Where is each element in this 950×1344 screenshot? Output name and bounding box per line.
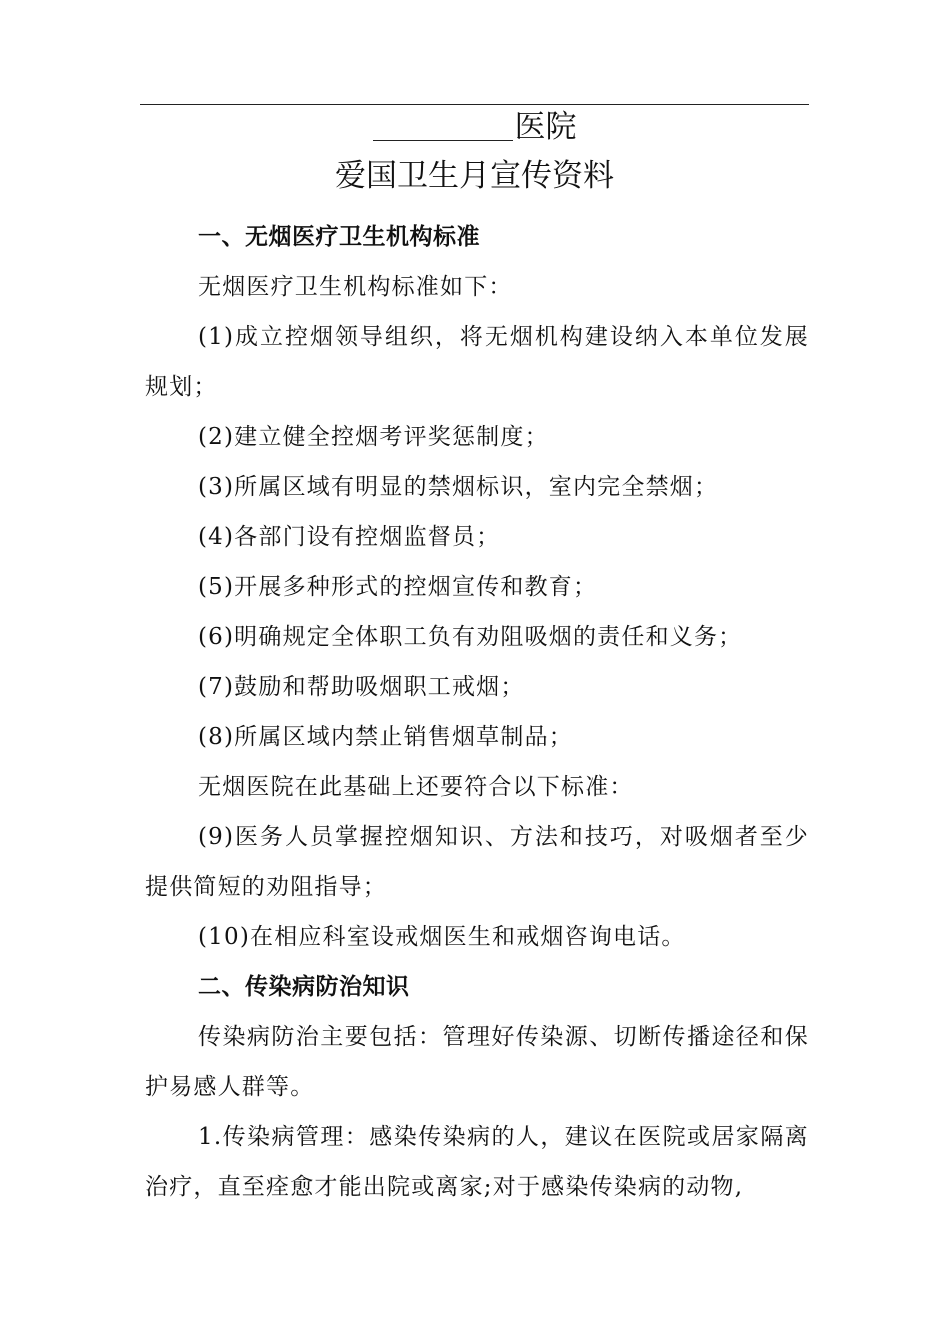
- list-item-standard-2: (2)建立健全控烟考评奖惩制度；: [198, 424, 549, 450]
- list-item-standard-10: (10)在相应科室设戒烟医生和戒烟咨询电话。: [198, 924, 686, 950]
- paragraph: 1.传染病管理：感染传染病的人，建议在医院或居家隔离治疗，直至痊愈才能出院或离家;对于感染传染病的动物,: [145, 1124, 809, 1200]
- list-item-standard-1: (1)成立控烟领导组织，将无烟机构建设纳入本单位发展规划；: [145, 324, 809, 400]
- list-item-standard-7: (7)鼓励和帮助吸烟职工戒烟；: [198, 674, 525, 700]
- header-rule: [140, 104, 809, 105]
- document-subtitle: 爱国卫生月宣传资料: [335, 158, 614, 194]
- document-body: [145, 212, 809, 1212]
- list-item-standard-6: (6)明确规定全体职工负有劝阻吸烟的责任和义务；: [198, 624, 743, 650]
- title-suffix: 医院: [514, 109, 577, 145]
- document-title: [140, 107, 809, 147]
- section-heading-smoke-free: 一、无烟医疗卫生机构标准: [198, 224, 480, 250]
- hospital-name-blank: [373, 110, 513, 141]
- list-item-standard-5: (5)开展多种形式的控烟宣传和教育；: [198, 574, 598, 600]
- list-item-standard-4: (4)各部门设有控烟监督员；: [198, 524, 501, 550]
- list-item-standard-3: (3)所属区域有明显的禁烟标识，室内完全禁烟；: [198, 474, 719, 500]
- section-heading-infectious-disease: 二、传染病防治知识: [198, 974, 410, 1000]
- paragraph: 传染病防治主要包括：管理好传染源、切断传播途径和保护易感人群等。: [145, 1024, 809, 1100]
- paragraph: 无烟医疗卫生机构标准如下：: [198, 274, 513, 300]
- list-item-standard-9: (9)医务人员掌握控烟知识、方法和技巧，对吸烟者至少提供简短的劝阻指导；: [145, 824, 809, 900]
- paragraph: 无烟医院在此基础上还要符合以下标准：: [198, 774, 634, 800]
- list-item-standard-8: (8)所属区域内禁止销售烟草制品；: [198, 724, 573, 750]
